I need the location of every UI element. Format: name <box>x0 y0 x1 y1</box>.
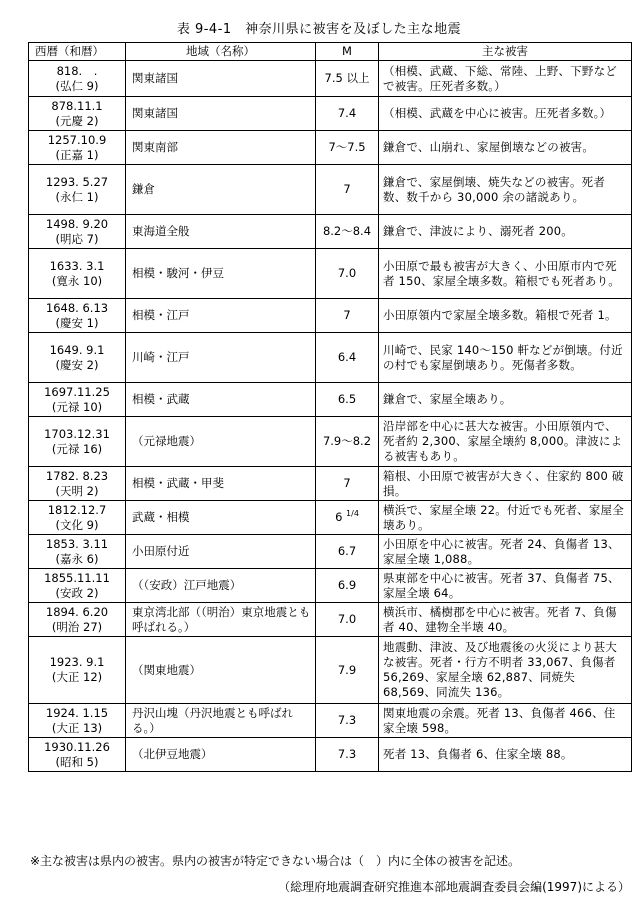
damage-cell: 鎌倉で、家屋倒壊、焼失などの被害。死者数、数千から 30,000 余の諸説あり。 <box>379 165 632 215</box>
magnitude-cell: 7.9〜8.2 <box>316 417 379 467</box>
table-row <box>29 215 632 249</box>
magnitude-cell: 7.3 <box>316 738 379 772</box>
damage-cell: 沿岸部を中心に甚大な被害。小田原領内で、死者約 2,300、家屋全壊約 8,000。津波による被害もあり。 <box>379 417 632 467</box>
table-body <box>29 61 632 772</box>
damage-cell: （相模、武蔵、下総、常陸、上野、下野などで被害。圧死者多数。） <box>379 61 632 97</box>
damage-cell: 鎌倉で、津波により、溺死者 200。 <box>379 215 632 249</box>
damage-cell: 死者 13、負傷者 6、住家全壊 88。 <box>379 738 632 772</box>
region-cell: 相模・武蔵 <box>126 383 316 417</box>
magnitude-cell: 6.5 <box>316 383 379 417</box>
date-cell: 1649. 9.1 (慶安 2) <box>29 333 126 383</box>
region-cell: 東海道全般 <box>126 215 316 249</box>
damage-cell: 鎌倉で、家屋全壊あり。 <box>379 383 632 417</box>
region-cell: 関東諸国 <box>126 97 316 131</box>
date-cell: 818. . (弘仁 9) <box>29 61 126 97</box>
region-cell: 川崎・江戸 <box>126 333 316 383</box>
footnote: ※主な被害は県内の被害。県内の被害が特定できない場合は（ ）内に全体の被害を記述。 <box>30 854 521 868</box>
region-cell: 相模・武蔵・甲斐 <box>126 467 316 501</box>
magnitude-cell: 7 <box>316 299 379 333</box>
table-row <box>29 333 632 383</box>
magnitude-cell: 7.4 <box>316 97 379 131</box>
table-row <box>29 249 632 299</box>
date-cell: 1498. 9.20 (明応 7) <box>29 215 126 249</box>
date-cell: 1853. 3.11 (嘉永 6) <box>29 535 126 569</box>
magnitude-cell: 6.7 <box>316 535 379 569</box>
date-cell: 1697.11.25 (元禄 10) <box>29 383 126 417</box>
region-cell: 関東諸国 <box>126 61 316 97</box>
date-cell: 1930.11.26 (昭和 5) <box>29 738 126 772</box>
date-cell: 1257.10.9 (正嘉 1) <box>29 131 126 165</box>
date-cell: 1782. 8.23 (天明 2) <box>29 467 126 501</box>
damage-cell: 横浜市、橘樹郡を中心に被害。死者 7、負傷者 40、建物全半壊 40。 <box>379 603 632 637</box>
date-cell: 1923. 9.1 (大正 12) <box>29 637 126 704</box>
magnitude-cell: 6.9 <box>316 569 379 603</box>
table-row <box>29 165 632 215</box>
date-cell: 1894. 6.20 (明治 27) <box>29 603 126 637</box>
damage-cell: 小田原領内で家屋全壊多数。箱根で死者 1。 <box>379 299 632 333</box>
table-header-row <box>29 43 632 61</box>
table-row <box>29 637 632 704</box>
date-cell: 1703.12.31 (元禄 16) <box>29 417 126 467</box>
table-row <box>29 501 632 535</box>
damage-cell: 鎌倉で、山崩れ、家屋倒壊などの被害。 <box>379 131 632 165</box>
region-cell: （元禄地震） <box>126 417 316 467</box>
source-citation: （総理府地震調査研究推進本部地震調査委員会編(1997)による） <box>278 880 630 894</box>
header-date: 西暦（和暦） <box>29 43 126 61</box>
table-row <box>29 569 632 603</box>
magnitude-cell: 6.4 <box>316 333 379 383</box>
damage-cell: 箱根、小田原で被害が大きく、住家約 800 破損。 <box>379 467 632 501</box>
magnitude-cell: 7.5 以上 <box>316 61 379 97</box>
date-cell: 1924. 1.15 (大正 13) <box>29 704 126 738</box>
damage-cell: 小田原で最も被害が大きく、小田原市内で死者 150、家屋全壊多数。箱根でも死者あり。 <box>379 249 632 299</box>
date-cell: 878.11.1 (元慶 2) <box>29 97 126 131</box>
date-cell: 1633. 3.1 (寛永 10) <box>29 249 126 299</box>
table-row <box>29 97 632 131</box>
region-cell: 東京湾北部（（明治）東京地震とも呼ばれる。） <box>126 603 316 637</box>
table-row <box>29 131 632 165</box>
table-row <box>29 738 632 772</box>
damage-cell: 関東地震の余震。死者 13、負傷者 466、住家全壊 598。 <box>379 704 632 738</box>
header-region: 地域（名称） <box>126 43 316 61</box>
table-row <box>29 603 632 637</box>
damage-cell: 県東部を中心に被害。死者 37、負傷者 75、家屋全壊 64。 <box>379 569 632 603</box>
region-cell: 相模・駿河・伊豆 <box>126 249 316 299</box>
magnitude-cell: 6 $^{1/4}$ <box>316 501 379 535</box>
table-row <box>29 383 632 417</box>
region-cell: （（安政）江戸地震） <box>126 569 316 603</box>
region-cell: （関東地震） <box>126 637 316 704</box>
region-cell: 丹沢山塊（丹沢地震とも呼ばれる。） <box>126 704 316 738</box>
magnitude-cell: 7.9 <box>316 637 379 704</box>
magnitude-cell: 7.3 <box>316 704 379 738</box>
table-row <box>29 467 632 501</box>
region-cell: 相模・江戸 <box>126 299 316 333</box>
date-cell: 1812.12.7 (文化 9) <box>29 501 126 535</box>
table-row <box>29 535 632 569</box>
earthquake-table <box>28 42 632 772</box>
magnitude-cell: 8.2〜8.4 <box>316 215 379 249</box>
table-row <box>29 299 632 333</box>
region-cell: 小田原付近 <box>126 535 316 569</box>
table-title: 表 9-4-1 神奈川県に被害を及ぼした主な地震 <box>176 22 462 37</box>
magnitude-cell: 7.0 <box>316 603 379 637</box>
table-row <box>29 704 632 738</box>
damage-cell: 川崎で、民家 140〜150 軒などが倒壊。付近の村でも家屋倒壊あり。死傷者多数。 <box>379 333 632 383</box>
header-damage: 主な被害 <box>379 43 632 61</box>
table-row <box>29 61 632 97</box>
damage-cell: 地震動、津波、及び地震後の火災により甚大な被害。死者・行方不明者 33,067、負傷者 56,269、家屋全壊 62,887、同焼失 68,569、同流失 136。 <box>379 637 632 704</box>
magnitude-cell: 7 <box>316 467 379 501</box>
region-cell: （北伊豆地震） <box>126 738 316 772</box>
magnitude-cell: 7〜7.5 <box>316 131 379 165</box>
region-cell: 鎌倉 <box>126 165 316 215</box>
damage-cell: （相模、武蔵を中心に被害。圧死者多数。） <box>379 97 632 131</box>
header-magnitude: M <box>316 43 379 61</box>
magnitude-cell: 7 <box>316 165 379 215</box>
date-cell: 1293. 5.27 (永仁 1) <box>29 165 126 215</box>
region-cell: 関東南部 <box>126 131 316 165</box>
damage-cell: 小田原を中心に被害。死者 24、負傷者 13、家屋全壊 1,088。 <box>379 535 632 569</box>
date-cell: 1648. 6.13 (慶安 1) <box>29 299 126 333</box>
damage-cell: 横浜で、家屋全壊 22。付近でも死者、家屋全壊あり。 <box>379 501 632 535</box>
table-row <box>29 417 632 467</box>
region-cell: 武蔵・相模 <box>126 501 316 535</box>
magnitude-cell: 7.0 <box>316 249 379 299</box>
date-cell: 1855.11.11 (安政 2) <box>29 569 126 603</box>
